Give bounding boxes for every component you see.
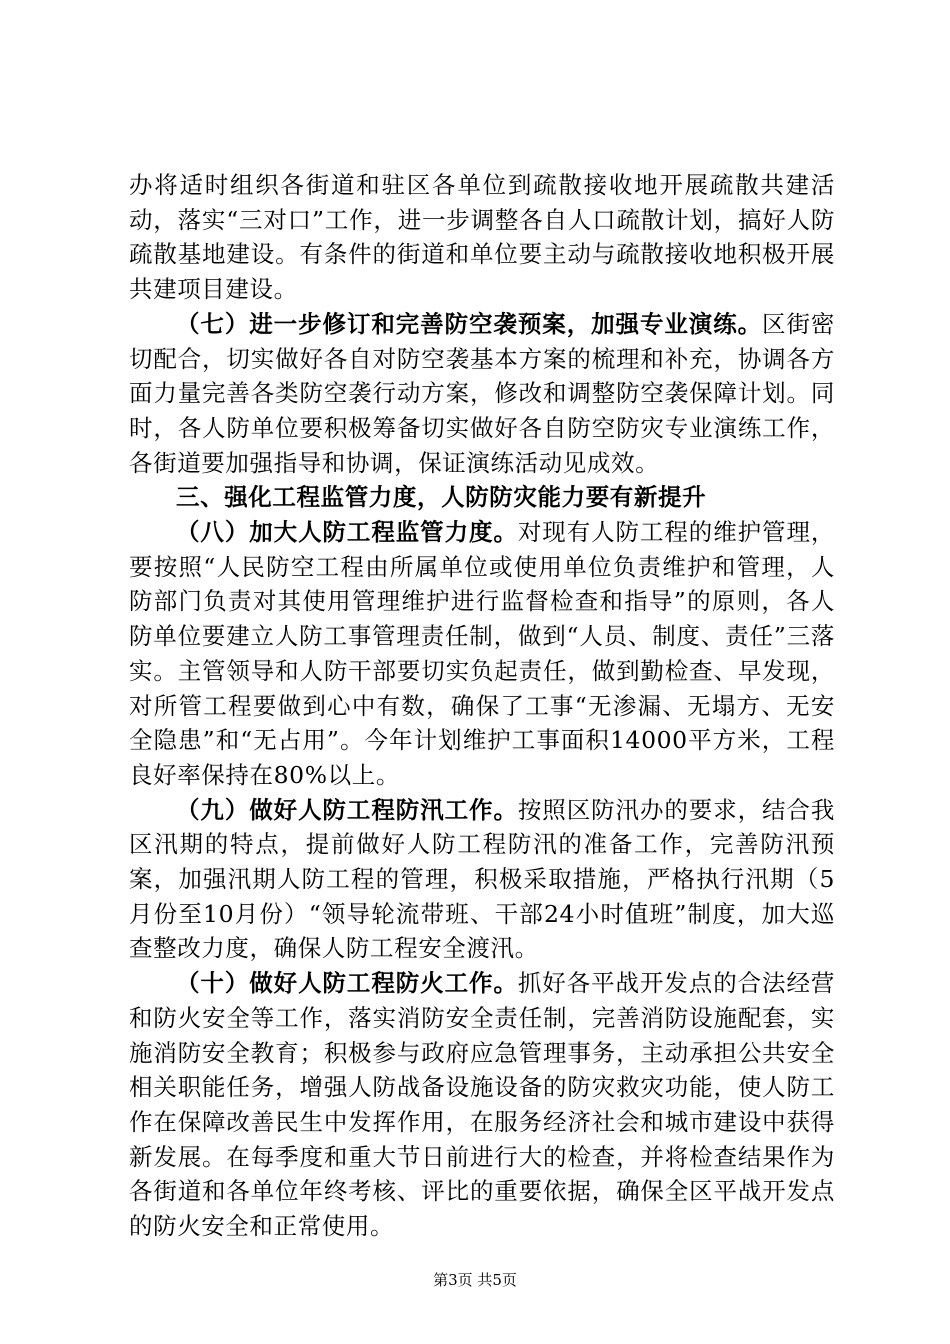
paragraph-text: 按照区防汛办的要求，结合我区汛期的特点，提前做好人防工程防汛的准备工作，完善防汛预案，加强汛期人防工程的管理，积极采取措施，严格执行汛期（5月份至10月份）“领导轮流带班、干部24小时值班”制度，加大巡查整改力度，确保人防工程安全渡汛。 <box>129 795 835 963</box>
paragraph-text: 区街密切配合，切实做好各自对防空袭基本方案的梳理和补充，协调各方面力量完善各类防空袭行动方案，修改和调整防空袭保障计划。同时，各人防单位要积极筹备切实做好各自防空防灾专业演练工作，各街道要加强指导和协调，保证演练活动见成效。 <box>129 309 835 477</box>
document-body <box>129 168 835 1244</box>
paragraph-section-7 <box>129 307 835 481</box>
paragraph-heading: （九）做好人防工程防汛工作。 <box>176 795 518 824</box>
paragraph-continuation <box>129 168 835 307</box>
paragraph-heading: （八）加大人防工程监管力度。 <box>176 518 518 547</box>
paragraph-heading: （十）做好人防工程防火工作。 <box>176 969 518 998</box>
page-footer <box>0 1270 950 1290</box>
paragraph-heading: （七）进一步修订和完善防空袭预案，加强专业演练。 <box>176 309 763 338</box>
section-heading-text: 三、强化工程监管力度，人防防灾能力要有新提升 <box>176 483 707 512</box>
paragraph-section-10 <box>129 966 835 1244</box>
section-heading-3 <box>129 480 835 515</box>
paragraph-text: 办将适时组织各街道和驻区各单位到疏散接收地开展疏散共建活动，落实“三对口”工作，进一步调整各自人口疏散计划，搞好人防疏散基地建设。有条件的街道和单位要主动与疏散接收地积极开展共建项目建设。 <box>129 171 835 304</box>
paragraph-text: 抓好各平战开发点的合法经营和防火安全等工作，落实消防安全责任制，完善消防设施配套，实施消防安全教育；积极参与政府应急管理事务，主动承担公共安全相关职能任务，增强人防战备设施设备的防灾救灾功能，使人防工作在保障改善民生中发挥作用，在服务经济社会和城市建设中获得新发展。在每季度和重大节日前进行大的检查，并将检查结果作为各街道和各单位年终考核、评比的重要依据，确保全区平战开发点的防火安全和正常使用。 <box>129 969 835 1241</box>
paragraph-section-9 <box>129 793 835 967</box>
paragraph-text: 对现有人防工程的维护管理，要按照“人民防空工程由所属单位或使用单位负责维护和管理，人防部门负责对其使用管理维护进行监督检查和指导”的原则，各人防单位要建立人防工事管理责任制，做到“人员、制度、责任”三落实。主管领导和人防干部要切实负起责任，做到勤检查、早发现，对所管工程要做到心中有数，确保了工事“无渗漏、无塌方、无安全隐患”和“无占用”。今年计划维护工事面积14000平方米，工程良好率保持在80%以上。 <box>129 518 835 789</box>
paragraph-section-8 <box>129 515 835 793</box>
page-number-label: 第3页 共5页 <box>433 1271 517 1289</box>
